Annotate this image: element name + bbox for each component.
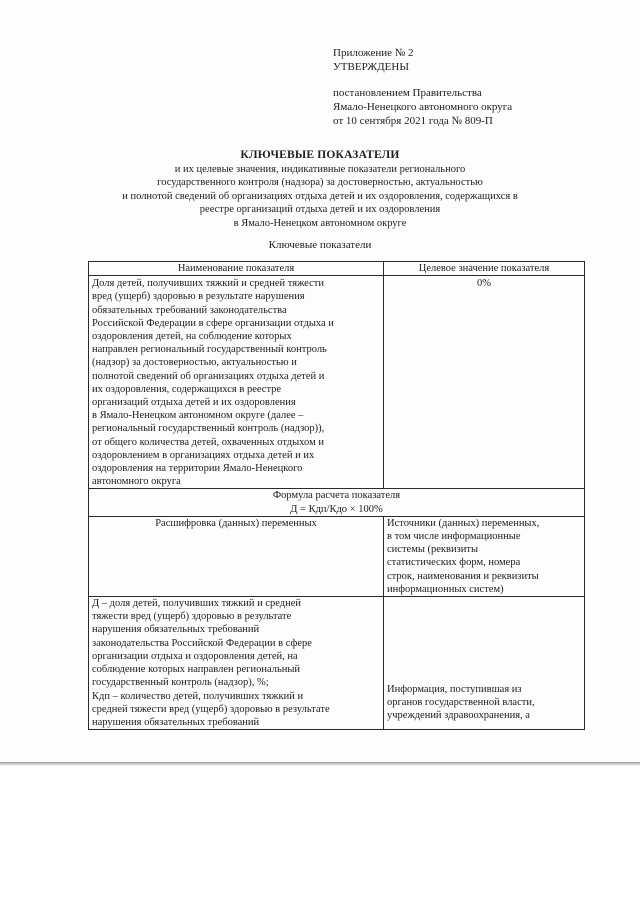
text-line: нарушения обязательных требований	[92, 624, 260, 636]
text-line: информационных систем)	[387, 583, 504, 595]
text-line: Д – доля детей, получивших тяжкий и средней	[92, 598, 302, 610]
text-line: строк, наименования и реквизиты	[387, 570, 539, 582]
header-target-value: Целевое значение показателя	[384, 262, 585, 276]
subtitle-line: реестре организаций отдыха детей и их оздоровления	[199, 204, 441, 215]
text-line: государственный контроль (надзор), %;	[92, 677, 269, 689]
text-line: нарушения обязательных требований	[92, 716, 260, 728]
text-line: оздоровления детей, на соблюдение которых	[92, 331, 292, 343]
text-line: Источники (данных) переменных,	[387, 517, 540, 529]
key-indicators-table	[88, 261, 585, 730]
text-line: органов государственной власти,	[387, 697, 535, 709]
page-edge	[0, 762, 640, 766]
subtitle-line: государственного контроля (надзора) за достоверностью, актуальностью	[157, 177, 483, 188]
text-line: оздоровлением в организациях отдыха детей и их	[92, 449, 315, 461]
text-line: статистических форм, номера	[387, 557, 521, 569]
resolution-line: постановлением Правительства	[333, 87, 482, 99]
subtitle-line: и их целевые значения, индикативные показатели регионального	[174, 163, 466, 175]
text-line: организации отдыха и оздоровления детей, на	[92, 650, 298, 662]
text-line: учреждений здравоохранения, а	[387, 710, 530, 722]
subtitle-line: в Ямало-Ненецком автономном округе	[233, 217, 407, 229]
text-line: законодательства Российской Федерации в сфере	[92, 637, 312, 649]
header-indicator-name: Наименование показателя	[89, 262, 384, 276]
subtitle-line: и полнотой сведений об организациях отдыха детей и их оздоровления, содержащихся в	[122, 190, 518, 202]
indicator-name-cell	[89, 276, 384, 489]
variables-cell	[89, 597, 384, 730]
formula-label: Формула расчета показателя	[272, 490, 401, 502]
table-caption: Ключевые показатели	[268, 239, 372, 251]
main-title: КЛЮЧЕВЫЕ ПОКАЗАТЕЛИ	[240, 149, 400, 161]
approval-stamp-block	[333, 46, 512, 128]
formula-cell	[89, 489, 585, 516]
variables-header: Расшифровка (данных) переменных	[89, 516, 384, 596]
text-line: организаций отдыха детей и их оздоровления	[92, 397, 296, 409]
text-line: региональный государственный контроль (надзор)),	[92, 423, 325, 435]
sources-cell	[384, 597, 585, 730]
government-line: Ямало-Ненецкого автономного округа	[333, 101, 513, 113]
text-line: системы (реквизиты	[387, 544, 479, 556]
target-value-cell: 0%	[384, 276, 585, 489]
resolution-date: от 10 сентября 2021 года № 809-П	[333, 115, 493, 127]
variables-row	[89, 597, 585, 730]
text-line: вред (ущерб) здоровью в результате нарушения	[92, 291, 305, 303]
text-line: автономного округа	[92, 476, 181, 488]
text-line: Российской Федерации в сфере организации отдыха и	[92, 317, 334, 329]
text-line: полнотой сведений об организациях отдыха детей и	[92, 370, 325, 382]
text-line: оздоровления на территории Ямало-Ненецкого	[92, 463, 303, 475]
text-line: Кдп – количество детей, получивших тяжкий и	[92, 690, 304, 702]
text-line: (надзор) за достоверностью, актуальностью и	[92, 357, 297, 369]
document-title	[60, 149, 580, 230]
indicator-row	[89, 276, 585, 489]
sources-header	[384, 516, 585, 596]
text-line: соблюдение которых направлен региональный	[92, 664, 301, 676]
table-header-row	[89, 262, 585, 276]
text-line: Информация, поступившая из	[387, 684, 522, 696]
variables-header-row	[89, 516, 585, 596]
appendix-number: Приложение № 2	[333, 47, 414, 59]
text-line: средней тяжести вред (ущерб) здоровью в результате	[92, 703, 330, 715]
formula-expression: Д = Кдп/Кдо × 100%	[290, 503, 383, 515]
text-line: Доля детей, получивших тяжкий и средней тяжести	[92, 278, 324, 290]
text-line: обязательных требований законодательства	[92, 304, 287, 316]
text-line: в том числе информационные	[387, 531, 521, 543]
formula-row	[89, 489, 585, 516]
text-line: их оздоровления, содержащихся в реестре	[92, 383, 282, 395]
text-line: в Ямало-Ненецком автономном округе (далее –	[92, 410, 304, 422]
approved-label: УТВЕРЖДЕНЫ	[333, 61, 409, 73]
text-line: направлен региональный государственный контроль	[92, 344, 327, 356]
text-line: от общего количества детей, охваченных отдыхом и	[92, 436, 324, 448]
text-line: тяжести вред (ущерб) здоровью в результате	[92, 611, 292, 623]
